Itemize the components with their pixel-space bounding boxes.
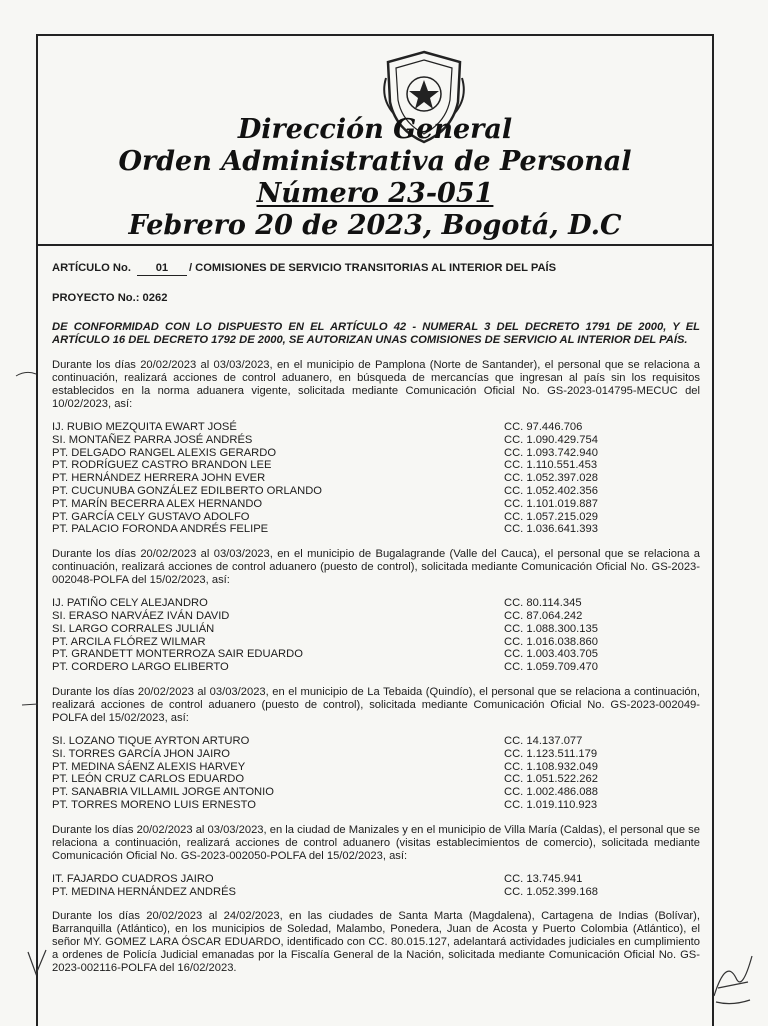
personnel-row — [52, 597, 700, 610]
personnel-name: PT. ARCILA FLÓREZ WILMAR — [52, 635, 206, 648]
personnel-row — [52, 735, 700, 748]
personnel-name: PT. CUCUNUBA GONZÁLEZ EDILBERTO ORLANDO — [52, 484, 323, 497]
personnel-name: PT. GRANDETT MONTERROZA SAIR EDUARDO — [52, 648, 303, 661]
section-paragraph: Durante los días 20/02/2023 al 03/03/2023, en el municipio de Bugalagrande (Valle del Cauca), el personal que se relaciona a continuación, realizará acciones de control aduanero (puesto de control), solicitada mediante Comunicación Oficial No. GS-2023-002048-POLFA del 15/02/2023, así: — [52, 548, 700, 587]
article-title: / COMISIONES DE SERVICIO TRANSITORIAS AL INTERIOR DEL PAÍS — [188, 262, 557, 274]
personnel-id: CC. 1.090.429.754 — [504, 433, 598, 446]
personnel-id: CC. 1.093.742.940 — [504, 446, 598, 459]
personnel-id: CC. 1.052.399.168 — [504, 885, 598, 898]
personnel-row — [52, 799, 700, 812]
personnel-name: SI. LARGO CORRALES JULIÁN — [52, 622, 215, 635]
personnel-row — [52, 459, 700, 472]
article-number: 01 — [137, 262, 187, 276]
personnel-id: CC. 1.052.397.028 — [504, 472, 598, 485]
personnel-id: CC. 1.059.709.470 — [504, 661, 598, 674]
legal-basis: DE CONFORMIDAD CON LO DISPUESTO EN EL ARTÍCULO 42 - NUMERAL 3 DEL DECRETO 1791 DE 2000, Y EL ARTÍCULO 16 DEL DECRETO 1792 DE 2000, SE AUTORIZAN UNAS COMISIONES DE SERVICIO AL INTERIOR DEL PAÍS. — [52, 321, 700, 346]
personnel-list — [52, 597, 700, 674]
personnel-name: PT. DELGADO RANGEL ALEXIS GERARDO — [52, 446, 277, 459]
section-paragraph: Durante los días 20/02/2023 al 03/03/2023, en el municipio de La Tebaida (Quindío), el personal que se relaciona a continuación, realizará acciones de control aduanero (puesto de control), solicitada mediante Comunicación Oficial No. GS-2023-002049-POLFA del 15/02/2023, así: — [52, 685, 700, 724]
personnel-row — [52, 761, 700, 774]
header-line-1: Dirección General — [237, 114, 513, 145]
personnel-id: CC. 1.101.019.887 — [504, 497, 598, 510]
personnel-name: SI. ERASO NARVÁEZ IVÁN DAVID — [52, 609, 230, 622]
personnel-row — [52, 623, 700, 636]
personnel-id: CC. 1.036.641.393 — [504, 523, 598, 536]
personnel-row — [52, 773, 700, 786]
personnel-list — [52, 421, 700, 536]
personnel-name: PT. MEDINA HERNÁNDEZ ANDRÉS — [52, 885, 237, 898]
personnel-id: CC. 1.003.403.705 — [504, 648, 598, 661]
article-heading — [52, 262, 700, 276]
personnel-name: PT. GARCÍA CELY GUSTAVO ADOLFO — [52, 510, 250, 523]
document-body — [52, 258, 700, 975]
personnel-name: PT. SANABRIA VILLAMIL JORGE ANTONIO — [52, 786, 274, 799]
personnel-row — [52, 485, 700, 498]
personnel-id: CC. 1.052.402.356 — [504, 484, 598, 497]
personnel-name: IJ. RUBIO MEZQUITA EWART JOSÉ — [52, 421, 237, 433]
article-prefix: ARTÍCULO No. — [52, 262, 131, 274]
personnel-row — [52, 421, 700, 434]
section-paragraph: Durante los días 20/02/2023 al 03/03/2023, en la ciudad de Manizales y en el municipio de Villa María (Caldas), el personal que se relaciona a continuación, realizará acciones de control aduanero (visitas establecimientos de comercio), solicitada mediante Comunicación Oficial No. GS-2023-002050-POLFA del 15/02/2023, así: — [52, 823, 700, 862]
personnel-name: PT. CORDERO LARGO ELIBERTO — [52, 661, 229, 674]
section-paragraph: Durante los días 20/02/2023 al 03/03/2023, en el municipio de Pamplona (Norte de Santander), el personal que se relaciona a continuación, realizará acciones de control aduanero, en búsqueda de mercancías que ingresan al país sin los requisitos establecidos en la norma aduanera vigente, solicitada mediante Comunicación Oficial No. GS-2023-014795-MECUC del 10/02/2023, así: — [52, 359, 700, 410]
personnel-id: CC. 87.064.242 — [504, 609, 583, 622]
order-number: Número 23-051 — [256, 178, 494, 209]
margin-mark — [20, 700, 40, 710]
personnel-row — [52, 748, 700, 761]
personnel-row — [52, 472, 700, 485]
margin-mark — [14, 370, 38, 380]
personnel-row — [52, 873, 700, 886]
header-line-2: Orden Administrativa de Personal — [118, 146, 632, 177]
personnel-row — [52, 636, 700, 649]
document-frame — [36, 34, 714, 1026]
personnel-row — [52, 498, 700, 511]
personnel-name: PT. PALACIO FORONDA ANDRÉS FELIPE — [52, 523, 269, 536]
personnel-row — [52, 523, 700, 536]
document-header — [38, 36, 712, 246]
personnel-id: CC. 1.088.300.135 — [504, 622, 598, 635]
personnel-id: CC. 1.016.038.860 — [504, 635, 598, 648]
personnel-name: PT. MEDINA SÁENZ ALEXIS HARVEY — [52, 760, 246, 773]
personnel-id: CC. 14.137.077 — [504, 734, 583, 747]
personnel-id: CC. 1.108.932.049 — [504, 760, 598, 773]
order-date: Febrero 20 de 2023, Bogotá, D.C — [128, 210, 622, 241]
personnel-row — [52, 434, 700, 447]
personnel-row — [52, 447, 700, 460]
title-block — [38, 114, 712, 242]
personnel-name: PT. MARÍN BECERRA ALEX HERNANDO — [52, 497, 263, 510]
personnel-name: PT. HERNÁNDEZ HERRERA JOHN EVER — [52, 472, 266, 485]
personnel-name: SI. MONTAÑEZ PARRA JOSÉ ANDRÉS — [52, 433, 253, 446]
personnel-name: PT. LEÓN CRUZ CARLOS EDUARDO — [52, 773, 245, 786]
personnel-name: SI. TORRES GARCÍA JHON JAIRO — [52, 747, 230, 760]
personnel-id: CC. 1.123.511.179 — [504, 747, 598, 760]
margin-mark — [24, 948, 50, 978]
personnel-id: CC. 97.446.706 — [504, 421, 583, 433]
personnel-id: CC. 1.110.551.453 — [504, 459, 598, 472]
final-paragraph: Durante los días 20/02/2023 al 24/02/2023, en las ciudades de Santa Marta (Magdalena), Cartagena de Indias (Bolívar), Barranquilla (Atlántico), en los municipios de Soledad, Malambo, Ponedera, Juan de Acosta y Puerto Colombia (Atlántico), el señor MY. GOMEZ LARA ÓSCAR EDUARDO, identificado con CC. 80.015.127, adelantará actividades judiciales en cumplimiento a ordenes de Policía Judicial emanadas por la Fiscalía General de la Nación, solicitada mediante Comunicación Oficial No. GS-2023-002116-POLFA del 16/02/2023. — [52, 910, 700, 975]
personnel-id: CC. 1.051.522.262 — [504, 773, 598, 786]
project-number: PROYECTO No.: 0262 — [52, 292, 168, 304]
personnel-list — [52, 873, 700, 899]
personnel-id: CC. 1.019.110.923 — [504, 798, 598, 811]
personnel-name: SI. LOZANO TIQUE AYRTON ARTURO — [52, 734, 250, 747]
personnel-id: CC. 1.057.215.029 — [504, 510, 598, 523]
personnel-name: IJ. PATIÑO CELY ALEJANDRO — [52, 597, 208, 610]
personnel-row — [52, 511, 700, 524]
personnel-id: CC. 13.745.941 — [504, 872, 583, 885]
personnel-id: CC. 1.002.486.088 — [504, 786, 598, 799]
personnel-row — [52, 661, 700, 674]
signature-scribble — [708, 948, 758, 1008]
personnel-row — [52, 886, 700, 899]
personnel-row — [52, 786, 700, 799]
personnel-row — [52, 648, 700, 661]
personnel-name: PT. TORRES MORENO LUIS ERNESTO — [52, 798, 256, 811]
commission-sections — [52, 359, 700, 898]
personnel-id: CC. 80.114.345 — [504, 597, 582, 610]
personnel-name: IT. FAJARDO CUADROS JAIRO — [52, 872, 214, 885]
personnel-name: PT. RODRÍGUEZ CASTRO BRANDON LEE — [52, 459, 272, 472]
personnel-list — [52, 735, 700, 812]
personnel-row — [52, 610, 700, 623]
